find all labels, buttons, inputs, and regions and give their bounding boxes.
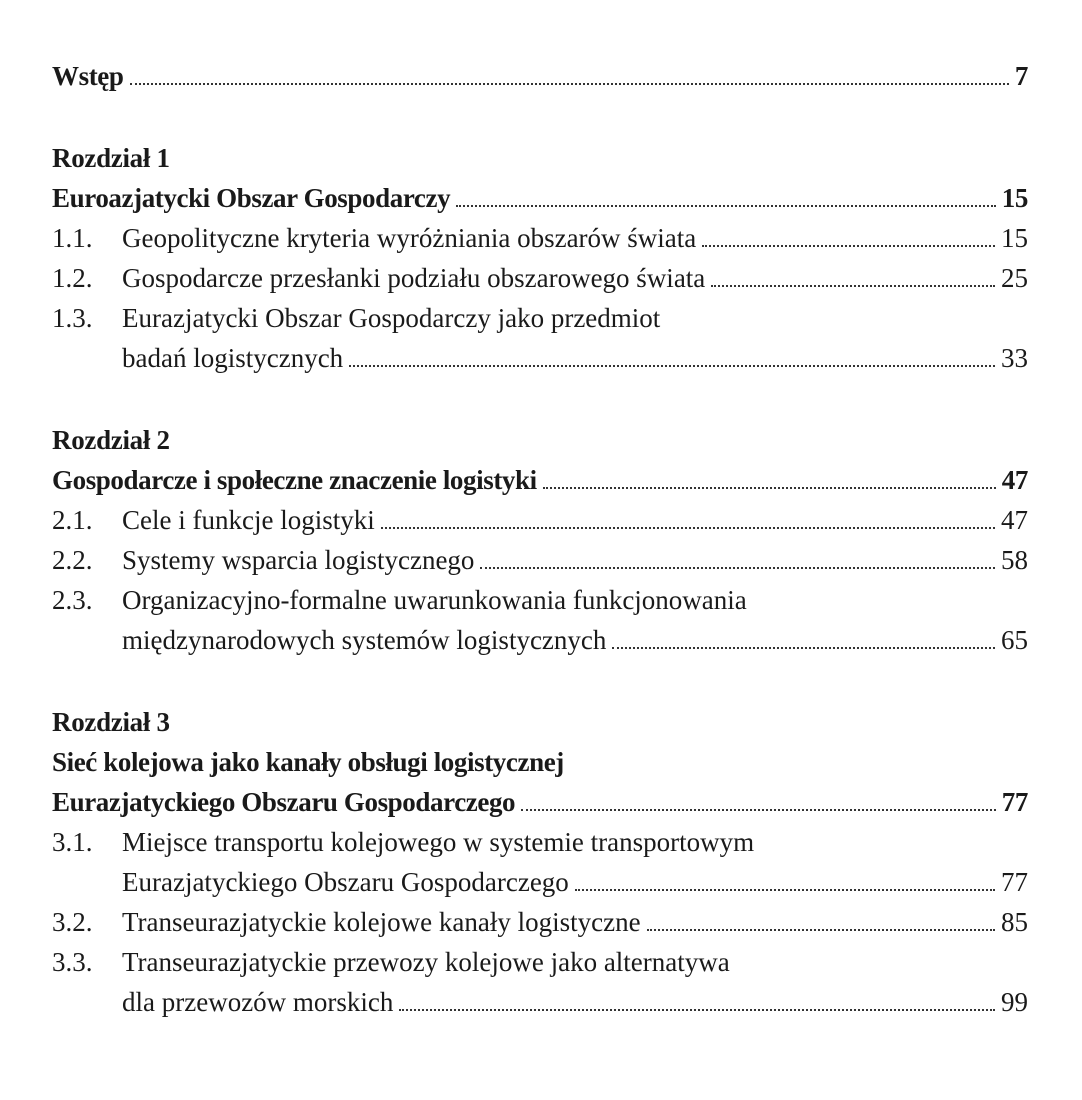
chapter-title: Sieć kolejowa jako kanały obsługi logistycznej: [52, 747, 564, 777]
section-title: Eurazjatycki Obszar Gospodarczy jako przedmiot: [122, 303, 661, 333]
toc-page-number: 15: [1001, 223, 1028, 253]
chapter-title: Euroazjatycki Obszar Gospodarczy: [52, 183, 451, 213]
dot-leader: [575, 889, 995, 891]
dot-leader: [521, 809, 996, 811]
dot-leader: [711, 285, 995, 287]
section-title-continued: Eurazjatyckiego Obszaru Gospodarczego: [122, 867, 569, 897]
section-entry[interactable]: [52, 298, 1028, 378]
section-number: 3.1.: [52, 827, 93, 857]
section-number: 3.2.: [52, 907, 93, 937]
toc-entry-title: Wstęp: [52, 61, 124, 91]
chapter-label: Rozdział 2: [52, 425, 170, 455]
toc-entry-intro[interactable]: [52, 56, 1028, 96]
section-entry[interactable]: [52, 500, 1028, 540]
section-number: 2.2.: [52, 545, 93, 575]
section-title-continued: badań logistycznych: [122, 343, 344, 373]
chapter-block: [52, 138, 1028, 378]
chapter-title: Gospodarcze i społeczne znaczenie logistyki: [52, 465, 537, 495]
toc-page-number: 99: [1001, 987, 1028, 1017]
dot-leader: [381, 527, 995, 529]
chapter-title-continued: Eurazjatyckiego Obszaru Gospodarczego: [52, 787, 516, 817]
toc-page-number: 33: [1001, 343, 1028, 373]
chapter-title-entry[interactable]: [52, 178, 1028, 218]
section-entry[interactable]: [52, 822, 1028, 902]
section-title-continued: międzynarodowych systemów logistycznych: [122, 625, 607, 655]
section-number: 1.3.: [52, 303, 93, 333]
toc-page-number: 47: [1001, 505, 1028, 535]
section-title: Miejsce transportu kolejowego w systemie transportowym: [122, 827, 755, 857]
table-of-contents: [52, 56, 1028, 1022]
dot-leader: [456, 205, 996, 207]
dot-leader: [543, 487, 996, 489]
chapter-title-entry[interactable]: [52, 460, 1028, 500]
dot-leader: [647, 929, 995, 931]
dot-leader: [702, 245, 995, 247]
toc-page-number: 47: [1001, 465, 1028, 495]
section-entry[interactable]: [52, 580, 1028, 660]
toc-page-number: 7: [1014, 61, 1028, 91]
section-title-continued: dla przewozów morskich: [122, 987, 394, 1017]
chapter-title-entry[interactable]: [52, 782, 1028, 822]
section-number: 1.2.: [52, 263, 93, 293]
dot-leader: [130, 83, 1009, 85]
chapter-label: Rozdział 3: [52, 707, 170, 737]
spacer: [52, 660, 1028, 702]
toc-page-number: 85: [1001, 907, 1028, 937]
section-entry[interactable]: [52, 902, 1028, 942]
spacer: [52, 96, 1028, 138]
toc-page-number: 77: [1001, 867, 1028, 897]
section-entry[interactable]: [52, 540, 1028, 580]
dot-leader: [349, 365, 995, 367]
section-entry[interactable]: [52, 218, 1028, 258]
toc-page-number: 77: [1001, 787, 1028, 817]
section-title: Geopolityczne kryteria wyróżniania obszarów świata: [122, 223, 697, 253]
dot-leader: [399, 1009, 995, 1011]
section-title: Cele i funkcje logistyki: [122, 505, 375, 535]
section-title: Gospodarcze przesłanki podziału obszarowego świata: [122, 263, 706, 293]
toc-page-number: 25: [1001, 263, 1028, 293]
chapter-block: [52, 702, 1028, 1022]
chapter-label: Rozdział 1: [52, 143, 170, 173]
chapter-block: [52, 420, 1028, 660]
section-number: 1.1.: [52, 223, 93, 253]
section-title: Systemy wsparcia logistycznego: [122, 545, 475, 575]
spacer: [52, 378, 1028, 420]
dot-leader: [612, 647, 995, 649]
toc-page-number: 65: [1001, 625, 1028, 655]
section-title: Transeurazjatyckie kolejowe kanały logistyczne: [122, 907, 641, 937]
section-title: Transeurazjatyckie przewozy kolejowe jako alternatywa: [122, 947, 730, 977]
toc-page-number: 58: [1001, 545, 1028, 575]
section-entry[interactable]: [52, 942, 1028, 1022]
section-entry[interactable]: [52, 258, 1028, 298]
section-title: Organizacyjno-formalne uwarunkowania funkcjonowania: [122, 585, 747, 615]
dot-leader: [480, 567, 995, 569]
section-number: 3.3.: [52, 947, 93, 977]
section-number: 2.1.: [52, 505, 93, 535]
chapter-title-line[interactable]: [52, 742, 1028, 782]
toc-page-number: 15: [1001, 183, 1028, 213]
section-number: 2.3.: [52, 585, 93, 615]
